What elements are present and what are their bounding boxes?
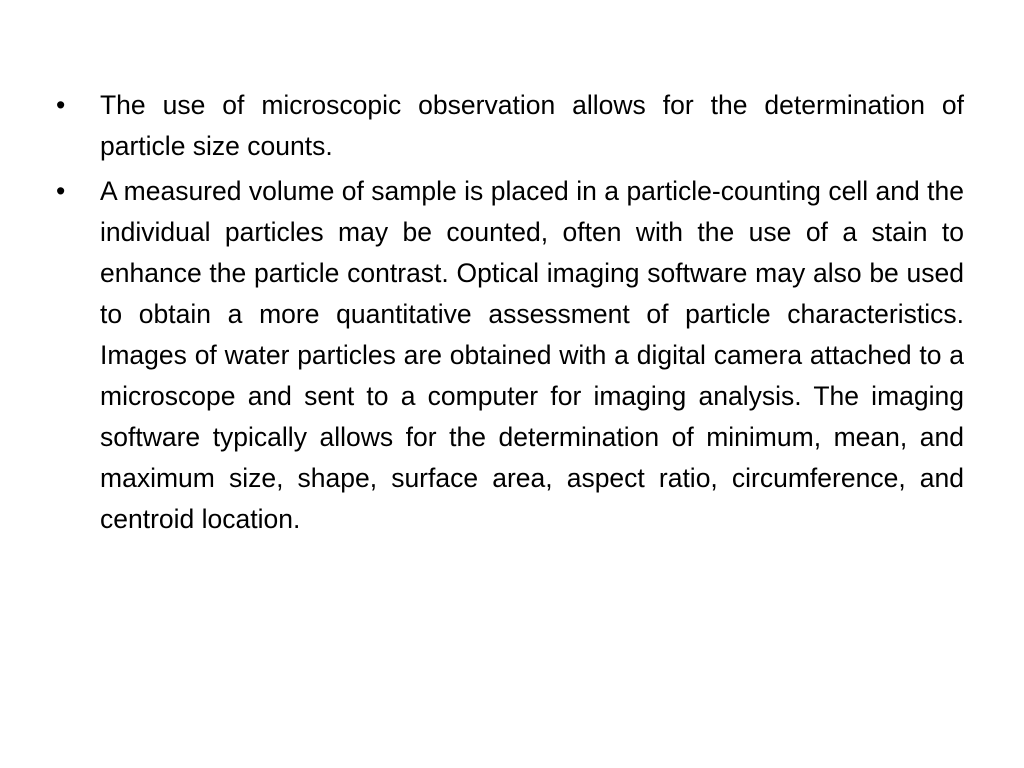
bullet-list [56,85,964,540]
bullet-icon: • [56,176,66,206]
bullet-item-sample-counting [56,171,964,540]
bullet-icon: • [56,90,66,120]
slide-body [56,85,964,544]
bullet-text: A measured volume of sample is placed in a particle-counting cell and the individual particles may be counted, often with the use of a stain to enhance the particle contrast. Optical imaging software may also be used to obtain a more quantitative assessment of particle characteristics. Images of water particles are obtained with a digital camera attached to a microscope and sent to a computer for imaging analysis. The imaging software typically allows for the determination of minimum, mean, and maximum size, shape, surface area, aspect ratio, circumference, and centroid location. [100,176,964,534]
bullet-text: The use of microscopic observation allows for the determination of particle size counts. [100,90,964,161]
bullet-item-microscopic-observation [56,85,964,167]
